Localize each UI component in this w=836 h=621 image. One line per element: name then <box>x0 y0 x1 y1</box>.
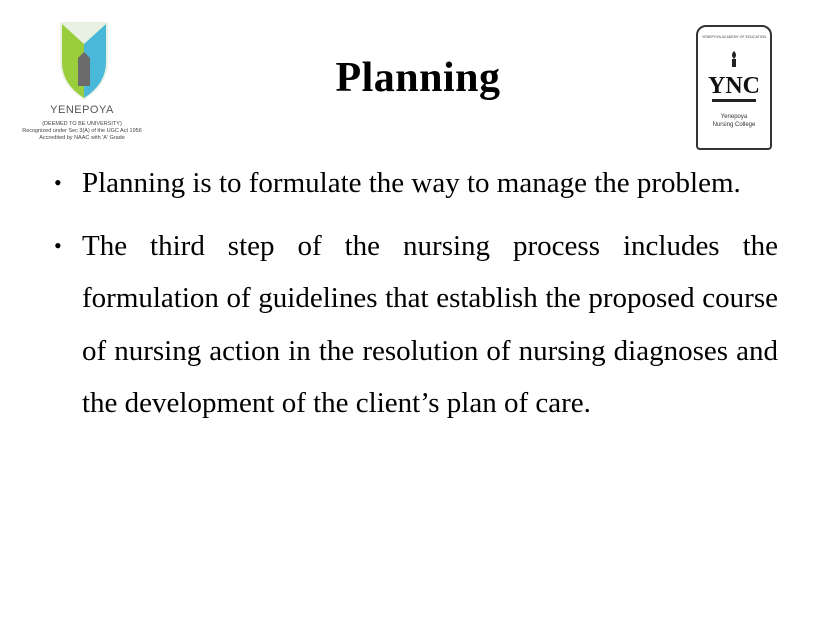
bullet-item <box>54 220 778 430</box>
bullet-dot-icon: • <box>54 232 62 258</box>
logo-subtext: Recognized under Sec 3(A) of the UGC Act 1956 <box>22 128 142 134</box>
bullet-text: Planning is to formulate the way to manage the problem. <box>82 167 741 199</box>
slide-title: Planning <box>335 55 501 102</box>
bullet-text: The third step of the nursing process includes the formulation of guidelines that establish the proposed course of nursing action in the resolution of nursing diagnoses and the development of the client’s plan of care. <box>82 229 778 419</box>
logo-subtext: Accredited by NAAC with 'A' Grade <box>39 135 125 141</box>
college-name <box>698 113 770 129</box>
logo-top-text: YENEPOYA ACADEMY OF EDUCATION <box>702 35 766 39</box>
logo-name: YENEPOYA <box>50 104 114 116</box>
bullet-list <box>54 157 778 440</box>
ync-emblem-icon <box>708 49 760 109</box>
logo-subtext: (DEEMED TO BE UNIVERSITY) <box>42 121 122 127</box>
yenepoya-nursing-college-logo <box>696 25 772 150</box>
bullet-item <box>54 157 778 210</box>
college-name-line: Yenepoya <box>720 114 748 120</box>
college-name-line: Nursing College <box>712 122 756 128</box>
svg-text:YNC: YNC <box>708 73 760 99</box>
bullet-dot-icon: • <box>54 170 62 195</box>
